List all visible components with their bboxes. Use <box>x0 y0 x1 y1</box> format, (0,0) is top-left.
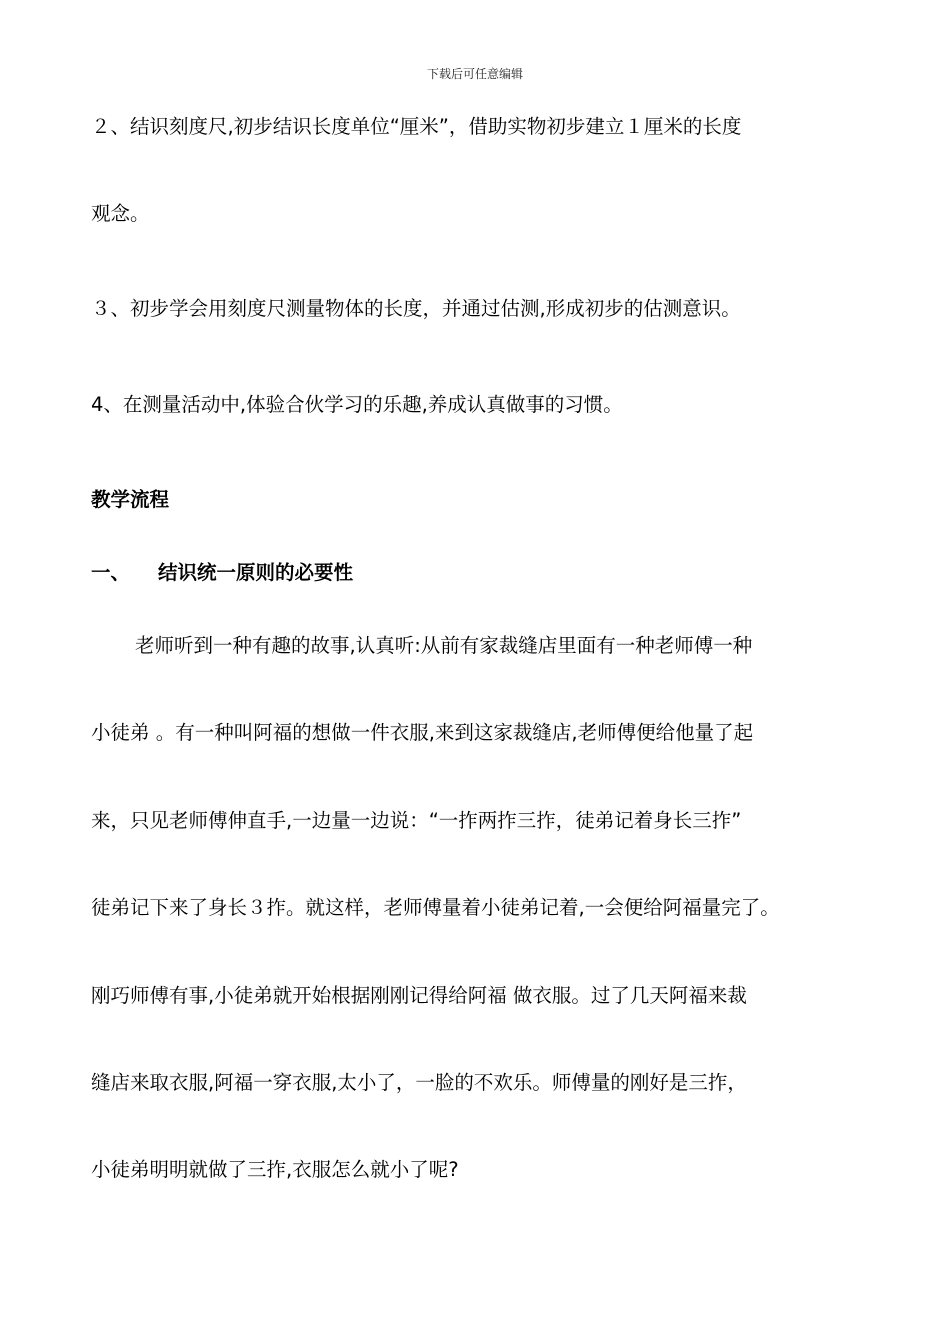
step-number: 一、 <box>91 561 131 584</box>
objective-item-3: ３、初步学会用刻度尺测量物体的长度，并通过估测,形成初步的估测意识。 <box>91 297 741 320</box>
step-heading <box>91 560 353 586</box>
page-header: 下载后可任意编辑 <box>426 67 523 81</box>
objective-item-4: 4、在测量活动中,体验合伙学习的乐趣,养成认真做事的习惯。 <box>91 393 623 416</box>
story-paragraph-line: 小徒弟 。有一种叫阿福的想做一件衣服,来到这家裁缝店,老师傅便给他量了起 <box>91 721 754 744</box>
story-paragraph-line: 徒弟记下来了身长３拃。就这样，老师傅量着小徒弟记着,一会便给阿福量完了。 <box>91 896 780 919</box>
story-paragraph-line: 老师听到一种有趣的故事,认真听:从前有家裁缝店里面有一种老师傅一种 <box>135 634 753 657</box>
section-title: 教学流程 <box>91 488 170 511</box>
objective-item-2-line-2: 观念。 <box>91 202 150 225</box>
story-paragraph-line: 刚巧师傅有事,小徒弟就开始根据刚刚记得给阿福 做衣服。过了几天阿福来裁 <box>91 984 747 1007</box>
story-paragraph-line: 来，只见老师傅伸直手,一边量一边说：“一拃两拃三拃，徒弟记着身长三拃” <box>91 809 742 832</box>
objective-item-2-line-1: ２、结识刻度尺,初步结识长度单位“厘米”，借助实物初步建立１厘米的长度 <box>91 115 742 138</box>
story-paragraph-line: 缝店来取衣服,阿福一穿衣服,太小了，一脸的不欢乐。师傅量的刚好是三拃， <box>91 1071 747 1094</box>
step-title: 结识统一原则的必要性 <box>158 561 354 584</box>
story-paragraph-line: 小徒弟明明就做了三拃,衣服怎么就小了呢? <box>91 1158 459 1181</box>
